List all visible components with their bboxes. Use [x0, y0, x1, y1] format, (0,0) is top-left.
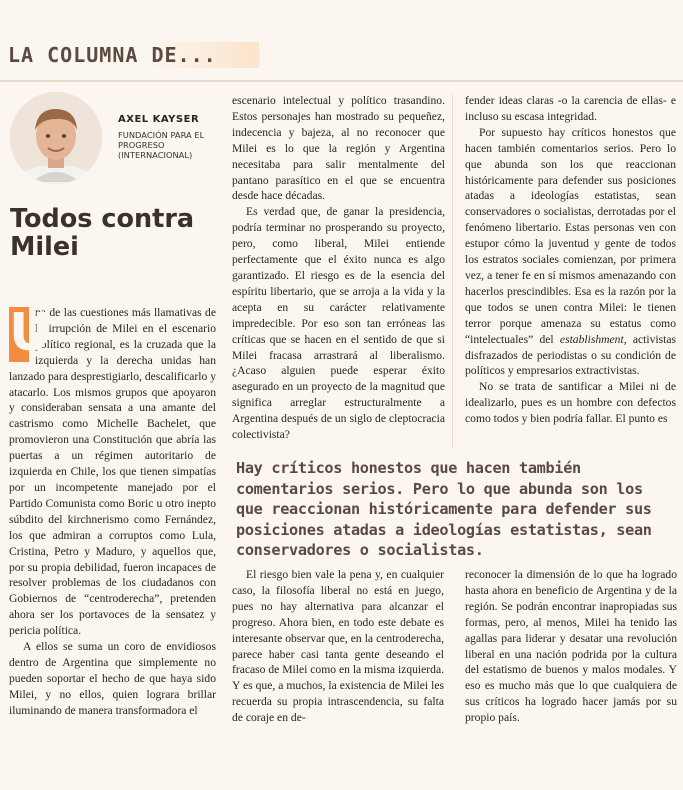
paragraph: A ellos se suma un coro de envidiosos dentro de Argentina que simplemente no pueden soportar el hecho de que haya sido Milei, y no ellos, quien lograra brillar iluminando de manera transformadora el: [9, 640, 216, 717]
author-name: AXEL KAYSER: [118, 114, 200, 125]
header-divider: [0, 80, 683, 82]
paragraph: [465, 125, 676, 380]
author-affiliation: FUNDACIÓN PARA EL PROGRESO (INTERNACIONAL): [118, 130, 205, 160]
article-column-2: [232, 93, 445, 443]
article-column-1: [9, 305, 216, 719]
paragraph: El riesgo bien vale la pena y, en cualquier caso, la filosofía liberal no está en juego, pues no hay alternativa para alcanzar el progreso. Ahora bien, en todo este debate es interesante observar que, en la centroderecha, parece haber casi tanta gente deseando el fracaso de Milei como en la misma izquierda. Y es que, a muchos, la existencia de Milei les recuerda su propia intrascendencia, su falta de coraje en de-: [232, 568, 444, 725]
italic-term: establishment: [559, 332, 624, 346]
author-photo: [10, 92, 102, 184]
article-column-4: [232, 567, 444, 726]
article-column-3: [465, 93, 676, 427]
paragraph: No se trata de santificar a Milei ni de idealizarlo, pues es un hombre con defectos como todos y bien podría fallar. El punto es: [465, 380, 676, 426]
paragraph: reconocer la dimensión de lo que ha logrado hasta ahora en beneficio de Argentina y de la región. Se podrán encontrar inapropiadas sus formas, pero, al menos, Milei ha tenido las agallas para liderar y desatar una revolución liberal en una nación podrida por la cultura del estatismo de buenos y malos modales. Y eso es mucho más que lo que cualquiera de sus críticos ha logrado hacer jamás por su propio país.: [465, 568, 677, 725]
dropcap-letter: U: [9, 303, 52, 363]
section-kicker: [8, 42, 259, 68]
author-portrait-icon: [10, 92, 102, 184]
paragraph: fender ideas claras -o la carencia de ellas- e incluso su escasa integridad.: [465, 94, 676, 123]
paragraph-text: , activistas disfrazados de periodistas o su condición de políticos y empresarios extractivistas.: [465, 332, 676, 378]
paragraph: Es verdad que, de ganar la presidencia, podría terminar no prosperando su proyecto, pero, como liberal, Milei entiende perfectamente que el éxito nunca es algo garantizado. El riesgo es de la esencia del espíritu libertario, que se arroja a la vida y la acepta en su carácter relativamente impredecible. Por eso son tan erróneas las críticas que se hacen en el sentido de que si Milei fracasa arrastrará al liberalismo. ¿Acaso alguien puede esperar éxito asegurado en un proyecto de la magnitud que significa arreglar estructuralmente a Argentina después de un siglo de cleptocracia colectivista?: [232, 205, 445, 442]
dropcap: [9, 303, 52, 363]
paragraph-text: na de las cuestiones más llamativas de la irrupción de Milei en el escenario político regional, es la cruzada que la izquierda y la derecha unidas han lanzado para desprestigiarlo, descalificarlo y atacarlo. Los mismos grupos que apoyaron y consideraban sensata a una amante del castrismo como Michelle Bachelet, que promovieron una Constitución que abría las puertas a un régimen autoritario de izquierda en Chile, los que tienen simpatías por un incompetente manejado por el Partido Comunista como Boric u otro inepto súbdito del kirchnerismo como Fernández, los que admiran a corruptos como Lula, Cristina, Petro y Maduro, y aquellos que, por su propia debilidad, fueron incapaces de resolver problemas de los ciudadanos con Gobiernos de “centroderecha”, pretenden ahora ser los portavoces de la sensatez y pericia política.: [9, 306, 216, 638]
paragraph: escenario intelectual y político trasandino. Estos personajes han mostrado su pequeñez, indecencia y bajeza, al no reconocer que Milei es lo que la región y Argentina necesitaba para salir mentalmente del pantano parasítico en el que se encuentra desde hace décadas.: [232, 94, 445, 203]
paragraph: [9, 305, 216, 639]
section-kicker-text: LA COLUMNA DE...: [8, 43, 217, 67]
column-divider: [452, 93, 453, 448]
paragraph-text: Por supuesto hay críticos honestos que hacen también comentarios serios. Pero lo que abunda son los que reaccionan históricamente para defender sus posiciones atadas a ideologías estatistas, sean conservadores o socialistas, derrotadas por el fenómeno libertario. Estas personas ven con estupor cómo la juventud y gente de todos los estratos sociales comienzan, por primera vez, a tener fe en sí mismos amenazando con hacerlos prescindibles. Esa es la razón por la que todos se unen contra Milei: le tienen terror porque amenaza su estatus como “intelectuales” del: [465, 125, 676, 346]
article-column-5: [465, 567, 677, 726]
article-title: Todos contra Milei: [10, 204, 195, 262]
pull-quote: Hay críticos honestos que hacen también comentarios serios. Pero lo que abunda son los que reaccionan históricamente para defender sus posiciones atadas a ideologías estatistas, sean conservadores o socialistas.: [236, 459, 652, 559]
